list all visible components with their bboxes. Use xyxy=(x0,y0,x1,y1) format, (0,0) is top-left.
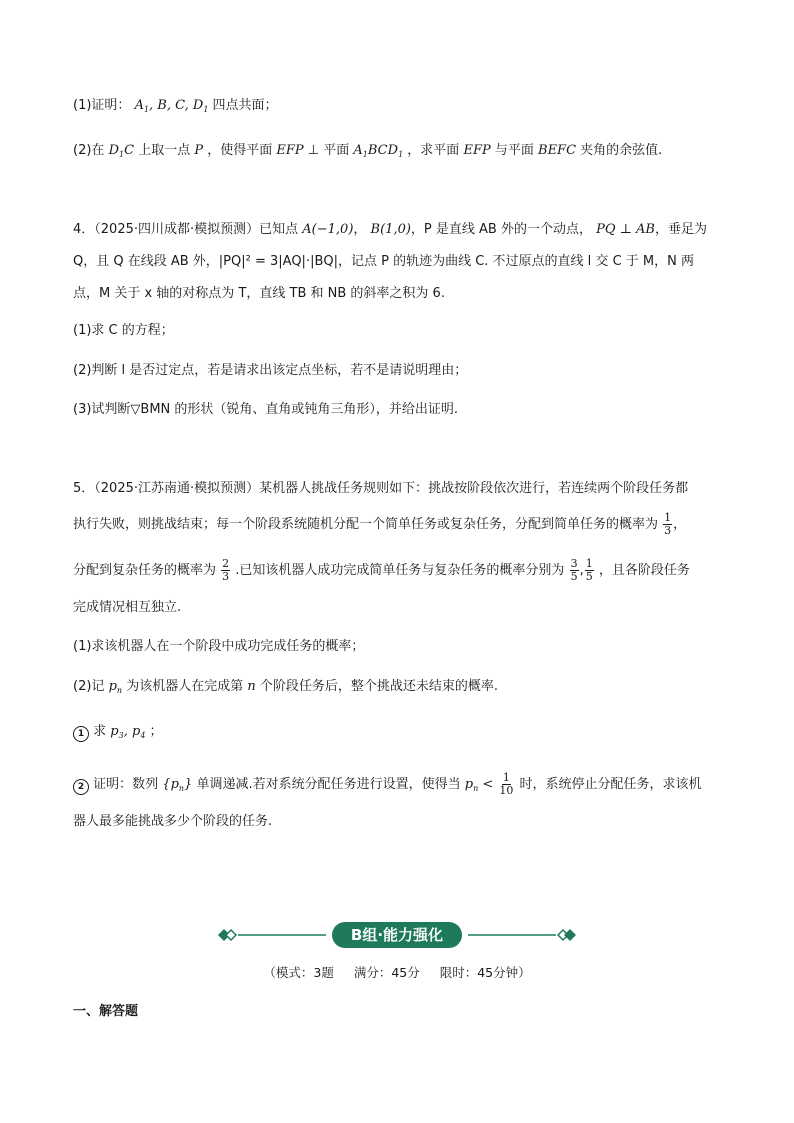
q4-sub2: (2)判断 l 是否过定点，若是请求出该定点坐标，若不是请说明理由； xyxy=(73,363,468,378)
q4-text1: 已知点 xyxy=(259,222,299,237)
q4-point-b: B(1,0) xyxy=(370,222,411,237)
q5-text3c: ，且各阶段任务 xyxy=(598,563,690,578)
plane-a1bcd1: $A_1BCD_1$ xyxy=(353,143,404,159)
q5-text1: 某机器人挑战任务规则如下：挑战按阶段依次进行，若连续两个阶段任务都 xyxy=(259,481,689,496)
meta-full-score: 满分：45分 xyxy=(353,965,420,980)
left-diamond-icon xyxy=(218,929,236,941)
q5-line1 xyxy=(73,479,688,499)
q3-part2-mid5: 与平面 xyxy=(494,143,534,158)
q4-source: （2025·四川成都·模拟预测） xyxy=(94,222,260,237)
q5-sub2-c: 个阶段任务后，整个挑战还未结束的概率. xyxy=(259,679,498,694)
q5-sub4-c: 时，系统停止分配任务，求该机 xyxy=(519,777,702,792)
fraction-1-10: $\frac{1}{10}$ xyxy=(499,771,514,797)
q5-pn: $p_n$ xyxy=(108,679,123,695)
q5-sub5: 器人最多能挑战多少个阶段的任务. xyxy=(73,814,273,829)
q5-sub2 xyxy=(73,677,498,701)
fraction-1-3: $\frac{1}{3}$ xyxy=(664,511,672,537)
q4-number: 4． xyxy=(73,222,95,237)
q5-seq-pn: $\{p_n\}$ xyxy=(162,777,193,793)
q5-sub1: (1)求该机器人在一个阶段中成功完成任务的概率； xyxy=(73,639,365,654)
fraction-2-3: $\frac{2}{3}$ xyxy=(222,557,230,583)
fraction-3-5: $\frac{3}{5}$ xyxy=(570,557,578,583)
q5-sub4 xyxy=(73,772,702,799)
q5-text2: 执行失败，则挑战结束；每一个阶段系统随机分配一个简单任务或复杂任务，分配到简单任务的概率为 xyxy=(73,517,659,532)
q3-part2-mid4: ，求平面 xyxy=(407,143,460,158)
q5-sub3-end: ； xyxy=(149,724,163,739)
q3-part2-pre: (2)在 xyxy=(73,143,105,158)
q4-line3: 点，M 关于 x 轴的对称点为 T，直线 TB 和 NB 的斜率之积为 6. xyxy=(73,286,445,301)
fraction-1-5: $\frac{1}{5}$ xyxy=(585,557,593,583)
q3-part1 xyxy=(73,96,278,120)
meta-time-limit: 限时：45分钟） xyxy=(439,965,531,980)
q5-text3b: .已知该机器人成功完成简单任务与复杂任务的概率分别为 xyxy=(235,563,565,578)
q5-pn-lt: $p_n$ < xyxy=(464,777,494,793)
q5-n: n xyxy=(247,679,256,694)
q3-part2 xyxy=(73,141,662,165)
q4-line2: Q，且 Q 在线段 AB 外，|PQ|² = 3|AQ|·|BQ|，记点 P 的轨迹为曲线 C. 不过原点的直线 l 交 C 于 M，N 两 xyxy=(73,254,694,269)
q5-sub3-text: 求 xyxy=(93,724,107,739)
right-diamond-icon xyxy=(558,929,576,941)
plane-efp-2: EFP xyxy=(463,143,491,158)
q3-part2-mid2: ，使得平面 xyxy=(207,143,273,158)
segment-d1c: $D_1C$ xyxy=(108,143,135,159)
q5-sub4-a: 证明：数列 xyxy=(93,777,159,792)
q4-text2: ，P 是直线 AB 外的一个动点， xyxy=(410,222,592,237)
section-header xyxy=(0,920,794,950)
q3-part1-label: (1)证明： xyxy=(73,98,131,113)
q3-points: $A_1$, B, C, $D_1$ xyxy=(134,98,209,114)
q3-part1-suffix: 四点共面； xyxy=(212,98,278,113)
q3-part2-end: 夹角的余弦值. xyxy=(580,143,663,158)
q3-part2-mid1: 上取一点 xyxy=(138,143,191,158)
meta-mode: （模式：3题 xyxy=(263,965,334,980)
section-title: B组·能力强化 xyxy=(332,922,462,948)
point-p: P xyxy=(194,143,204,158)
q4-line1: 4．（2025·四川成都·模拟预测）已知点 A(−1,0)， B(1,0)，P 是直线 AB 外的一个动点， PQ ⊥ AB，垂足为 xyxy=(73,222,707,237)
q5-line2: 执行失败，则挑战结束；每一个阶段系统随机分配一个简单任务或复杂任务，分配到简单任务的概率为 $\frac{1}{3}$ ， xyxy=(73,511,687,537)
q3-part2-mid3: ⊥ 平面 xyxy=(307,143,350,158)
q5-sub3 xyxy=(73,722,163,746)
q5-source: （2025·江苏南通·模拟预测） xyxy=(94,481,260,496)
section-meta xyxy=(0,963,794,981)
q5-sub4-b: 单调递减.若对系统分配任务进行设置，使得当 xyxy=(196,777,461,792)
circled-one-icon: 1 xyxy=(73,726,89,742)
plane-efp: EFP xyxy=(276,143,304,158)
q5-number: 5． xyxy=(73,481,95,496)
q4-sub3: (3)试判断▽BMN 的形状（锐角、直角或钝角三角形），并给出证明. xyxy=(73,402,459,417)
q4-sub1: (1)求 C 的方程； xyxy=(73,323,174,338)
part-heading: 一、解答题 xyxy=(73,1004,139,1019)
q5-line3: 分配到复杂任务的概率为 $\frac{2}{3}$ .已知该机器人成功完成简单任务与复杂任务的概率分别为 $\frac{3}{5}$ , $\frac{1}{5}$ ，且各阶段任务 xyxy=(73,557,690,583)
q5-line4: 完成情况相互独立. xyxy=(73,600,182,615)
q5-sub2-b: 为该机器人在完成第 xyxy=(126,679,244,694)
q5-sub2-a: (2)记 xyxy=(73,679,105,694)
q4-point-a: A(−1,0) xyxy=(302,222,354,237)
q5-text3a: 分配到复杂任务的概率为 xyxy=(73,563,217,578)
q5-p3-p4: $p_3$, $p_4$ xyxy=(110,724,146,740)
plane-befc: BEFC xyxy=(538,143,577,158)
circled-two-icon: 2 xyxy=(73,779,89,795)
q4-perp: PQ ⊥ AB xyxy=(596,222,655,237)
q4-text3: ，垂足为 xyxy=(654,222,707,237)
